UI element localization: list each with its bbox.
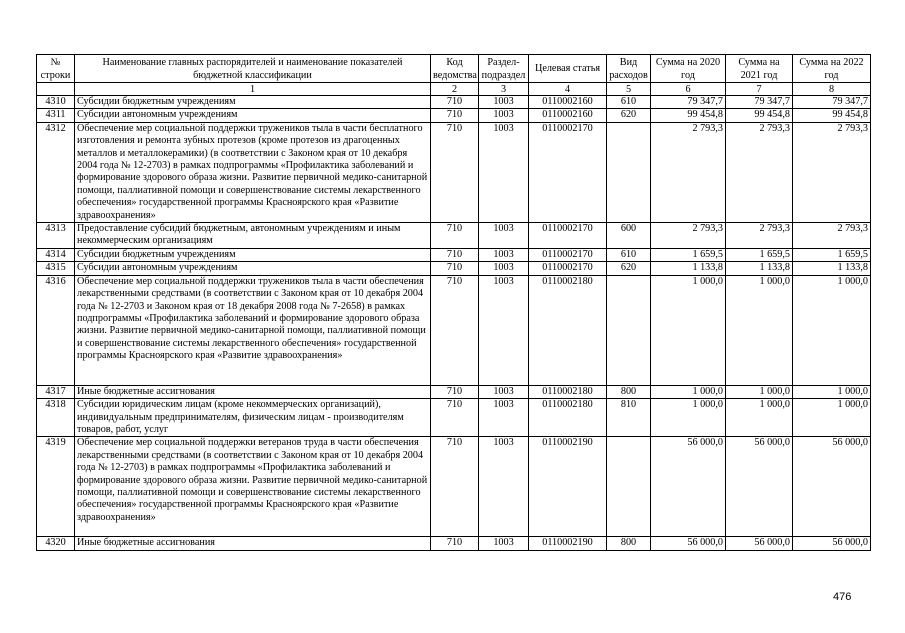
section-code: 1003 [479, 537, 529, 550]
table-body [37, 96, 871, 551]
header-target: Целевая статья [529, 55, 607, 83]
sum-2020: 2 793,3 [651, 223, 726, 249]
expense-type: 800 [607, 537, 651, 550]
column-number: 7 [726, 83, 793, 96]
column-number: 3 [479, 83, 529, 96]
sum-2021: 1 133,8 [726, 262, 793, 275]
target-code: 0110002160 [529, 96, 607, 109]
section-code: 1003 [479, 399, 529, 437]
sum-2022: 79 347,7 [793, 96, 871, 109]
sum-2022: 1 000,0 [793, 399, 871, 437]
expense-type: 620 [607, 109, 651, 122]
sum-2020: 1 000,0 [651, 385, 726, 398]
expense-type: 620 [607, 262, 651, 275]
target-code: 0110002170 [529, 122, 607, 222]
sum-2021: 1 659,5 [726, 248, 793, 261]
sum-2020: 56 000,0 [651, 537, 726, 550]
row-name: Обеспечение мер социальной поддержки тружеников тыла в части обеспечения лекарственными средствами (в соответствии с Законом края от 10 декабря 2004 года № 12-2703 и Законом края от 18 декабря 2008 года № 7-2658) в рамках подпрограммы «Профилактика заболеваний и формирование здорового образа жизни. Развитие первичной медико-санитарной помощи, паллиативной помощи и совершенствование системы лекарственного обеспечения» государственной программы Красноярского края «Развитие здравоохранения» [75, 275, 431, 385]
sum-2021: 2 793,3 [726, 122, 793, 222]
row-name: Субсидии автономным учреждениям [75, 262, 431, 275]
row-number: 4310 [37, 96, 75, 109]
column-number: 8 [793, 83, 871, 96]
dept-code: 710 [431, 275, 479, 385]
sum-2022: 1 000,0 [793, 275, 871, 385]
sum-2021: 56 000,0 [726, 537, 793, 550]
expense-type: 610 [607, 248, 651, 261]
dept-code: 710 [431, 122, 479, 222]
sum-2020: 2 793,3 [651, 122, 726, 222]
dept-code: 710 [431, 248, 479, 261]
sum-2022: 1 659,5 [793, 248, 871, 261]
dept-code: 710 [431, 437, 479, 537]
row-name: Субсидии бюджетным учреждениям [75, 96, 431, 109]
column-number-1 [37, 83, 75, 96]
sum-2022: 99 454,8 [793, 109, 871, 122]
section-code: 1003 [479, 385, 529, 398]
section-code: 1003 [479, 262, 529, 275]
row-number: 4314 [37, 248, 75, 261]
sum-2020: 1 000,0 [651, 399, 726, 437]
header-sum-2022: Сумма на 2022 год [793, 55, 871, 83]
sum-2021: 1 000,0 [726, 399, 793, 437]
table-row [37, 537, 871, 550]
row-number: 4317 [37, 385, 75, 398]
expense-type: 610 [607, 96, 651, 109]
sum-2021: 2 793,3 [726, 223, 793, 249]
sum-2022: 1 000,0 [793, 385, 871, 398]
row-name: Субсидии бюджетным учреждениям [75, 248, 431, 261]
table-row [37, 223, 871, 249]
header-row-no: № строки [37, 55, 75, 83]
dept-code: 710 [431, 399, 479, 437]
section-code: 1003 [479, 437, 529, 537]
header-row [37, 55, 871, 83]
sum-2022: 1 133,8 [793, 262, 871, 275]
table-row [37, 122, 871, 222]
row-name: Обеспечение мер социальной поддержки тружеников тыла в части бесплатного изготовления и ремонта зубных протезов (кроме протезов из драгоценных металлов и металлокерамики) (в соответствии с Законом края от 10 декабря 2004 года № 12-2703) в рамках подпрограммы «Профилактика заболеваний и формирование здорового образа жизни. Развитие первичной медико-санитарной помощи, паллиативной помощи и совершенствование системы лекарственного обеспечения» государственной программы Красноярского края «Развитие здравоохранения» [75, 122, 431, 222]
row-name: Субсидии юридическим лицам (кроме некоммерческих организаций), индивидуальным предпринимателям, физическим лицам - производителям товаров, работ, услуг [75, 399, 431, 437]
target-code: 0110002180 [529, 275, 607, 385]
sum-2021: 99 454,8 [726, 109, 793, 122]
sum-2020: 1 659,5 [651, 248, 726, 261]
row-number: 4318 [37, 399, 75, 437]
sum-2021: 56 000,0 [726, 437, 793, 537]
page-number: 476 [833, 591, 852, 603]
target-code: 0110002180 [529, 399, 607, 437]
column-number: 5 [607, 83, 651, 96]
target-code: 0110002170 [529, 248, 607, 261]
target-code: 0110002170 [529, 223, 607, 249]
expense-type [607, 437, 651, 537]
section-code: 1003 [479, 248, 529, 261]
row-name: Иные бюджетные ассигнования [75, 537, 431, 550]
sum-2022: 2 793,3 [793, 122, 871, 222]
dept-code: 710 [431, 537, 479, 550]
sum-2022: 2 793,3 [793, 223, 871, 249]
row-number: 4313 [37, 223, 75, 249]
table-row [37, 262, 871, 275]
expense-type [607, 122, 651, 222]
header-dept-code: Код ведомства [431, 55, 479, 83]
header-sum-2021: Сумма на 2021 год [726, 55, 793, 83]
expense-type: 800 [607, 385, 651, 398]
column-number-row [37, 83, 871, 96]
dept-code: 710 [431, 96, 479, 109]
dept-code: 710 [431, 223, 479, 249]
dept-code: 710 [431, 262, 479, 275]
sum-2020: 99 454,8 [651, 109, 726, 122]
row-number: 4320 [37, 537, 75, 550]
header-expense-type: Вид расходов [607, 55, 651, 83]
table-row [37, 96, 871, 109]
sum-2021: 79 347,7 [726, 96, 793, 109]
header-section: Раздел-подраздел [479, 55, 529, 83]
target-code: 0110002170 [529, 262, 607, 275]
row-name: Обеспечение мер социальной поддержки ветеранов труда в части обеспечения лекарственными средствами (в соответствии с Законом края от 10 декабря 2004 года № 12-2703) в рамках подпрограммы «Профилактика заболеваний и формирование здорового образа жизни. Развитие первичной медико-санитарной помощи, паллиативной помощи и совершенствование системы лекарственного обеспечения» государственной программы Красноярского края «Развитие здравоохранения» [75, 437, 431, 537]
row-number: 4319 [37, 437, 75, 537]
column-number: 4 [529, 83, 607, 96]
section-code: 1003 [479, 96, 529, 109]
expense-type: 810 [607, 399, 651, 437]
row-number: 4312 [37, 122, 75, 222]
target-code: 0110002180 [529, 385, 607, 398]
section-code: 1003 [479, 223, 529, 249]
row-name: Субсидии автономным учреждениям [75, 109, 431, 122]
sum-2021: 1 000,0 [726, 275, 793, 385]
sum-2020: 56 000,0 [651, 437, 726, 537]
sum-2020: 79 347,7 [651, 96, 726, 109]
section-code: 1003 [479, 109, 529, 122]
table-row [37, 437, 871, 537]
table-row [37, 275, 871, 385]
table-row [37, 248, 871, 261]
column-number: 2 [431, 83, 479, 96]
row-name: Предоставление субсидий бюджетным, автономным учреждениям и иным некоммерческим организациям [75, 223, 431, 249]
budget-table [36, 54, 871, 551]
section-code: 1003 [479, 122, 529, 222]
dept-code: 710 [431, 109, 479, 122]
expense-type: 600 [607, 223, 651, 249]
target-code: 0110002190 [529, 437, 607, 537]
expense-type [607, 275, 651, 385]
section-code: 1003 [479, 275, 529, 385]
row-number: 4316 [37, 275, 75, 385]
row-name: Иные бюджетные ассигнования [75, 385, 431, 398]
dept-code: 710 [431, 385, 479, 398]
row-number: 4311 [37, 109, 75, 122]
table-row [37, 385, 871, 398]
sum-2020: 1 133,8 [651, 262, 726, 275]
target-code: 0110002160 [529, 109, 607, 122]
sum-2022: 56 000,0 [793, 537, 871, 550]
table-row [37, 109, 871, 122]
target-code: 0110002190 [529, 537, 607, 550]
header-name: Наименование главных распорядителей и наименование показателей бюджетной классификации [75, 55, 431, 83]
header-sum-2020: Сумма на 2020 год [651, 55, 726, 83]
table-row [37, 399, 871, 437]
row-number: 4315 [37, 262, 75, 275]
sum-2021: 1 000,0 [726, 385, 793, 398]
sum-2022: 56 000,0 [793, 437, 871, 537]
column-number: 6 [651, 83, 726, 96]
sum-2020: 1 000,0 [651, 275, 726, 385]
column-number: 1 [75, 83, 431, 96]
